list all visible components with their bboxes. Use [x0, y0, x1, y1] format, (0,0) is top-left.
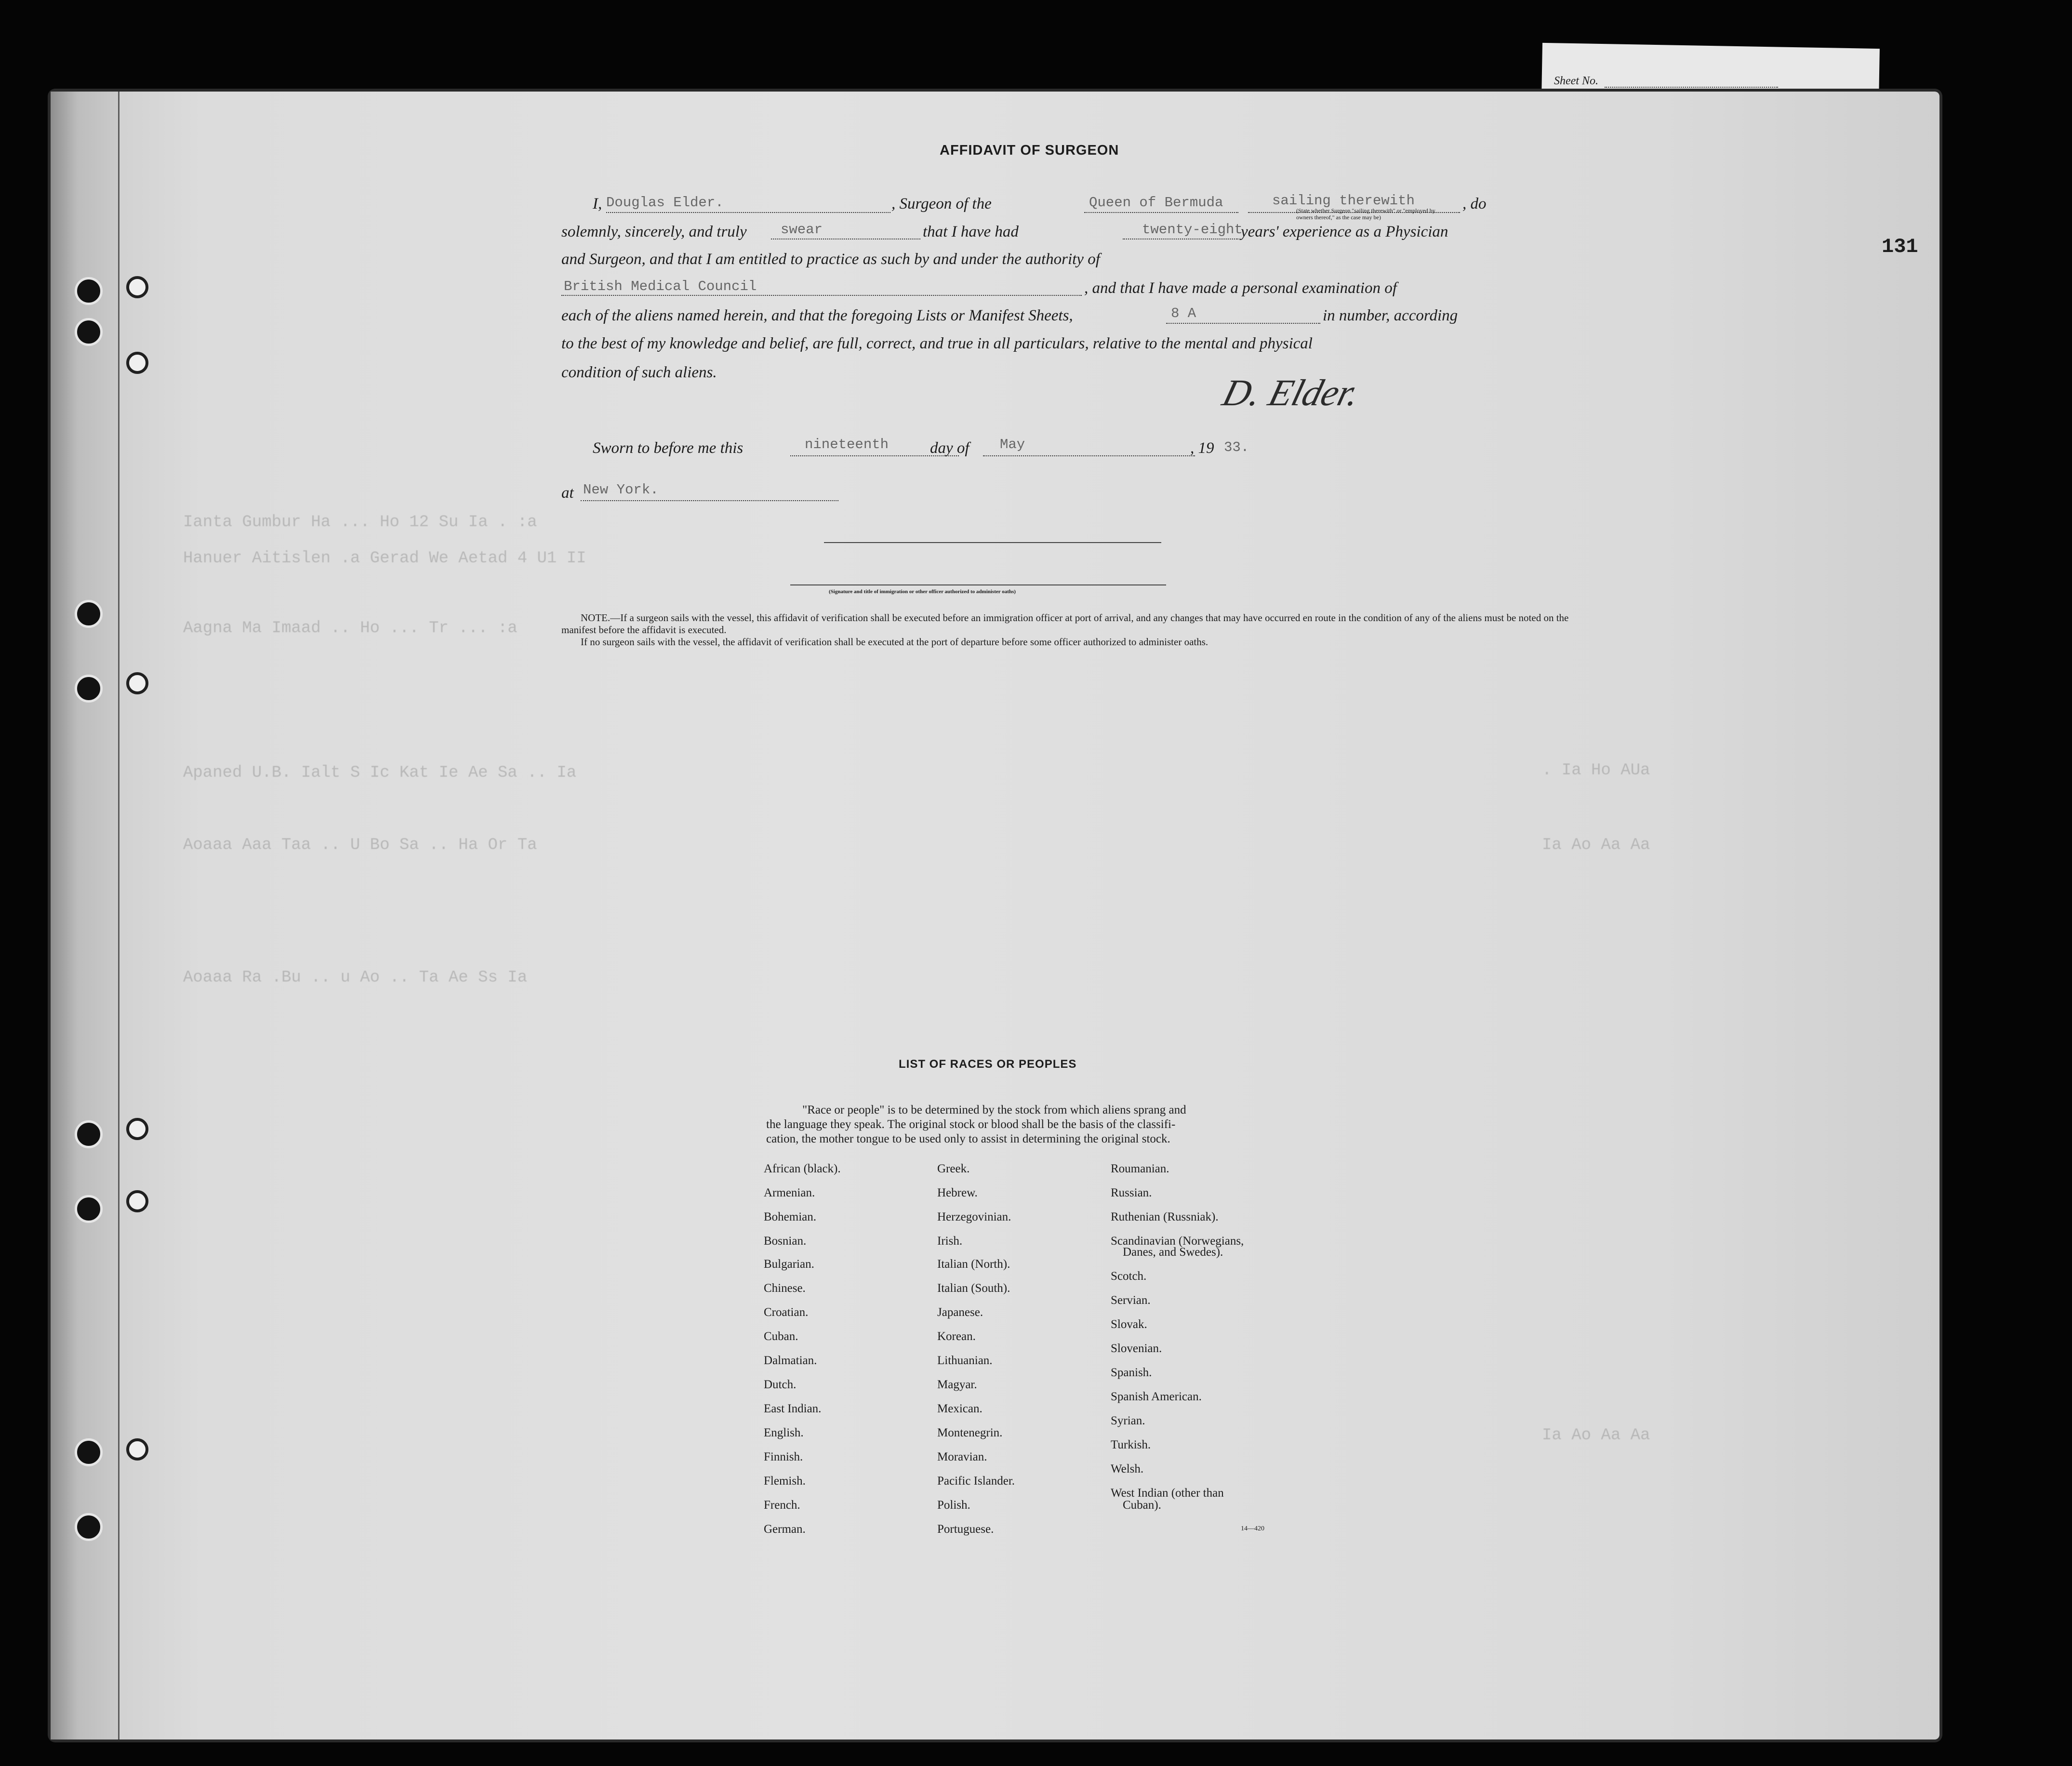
race-item: Irish.	[937, 1235, 963, 1248]
binder-hole	[75, 1513, 103, 1541]
sworn-b: day of	[930, 439, 970, 457]
binder-hole	[75, 1438, 103, 1466]
affidavit-do: , do	[1462, 195, 1487, 212]
fill-line	[1166, 323, 1320, 324]
race-item: Italian (South).	[937, 1282, 1010, 1295]
surgeon-signature: D. Elder.	[1218, 372, 1365, 413]
race-item: Cuban).	[1123, 1499, 1161, 1512]
binder-hole	[75, 277, 103, 305]
race-item: Bulgarian.	[764, 1258, 814, 1271]
race-item: Russian.	[1111, 1186, 1152, 1199]
race-item: Spanish.	[1111, 1366, 1152, 1379]
at-place: New York.	[583, 482, 659, 498]
affidavit-line2-a: solemnly, sincerely, and truly	[561, 223, 747, 240]
binder-peg	[126, 1190, 148, 1212]
affidavit-line7: condition of such aliens.	[561, 364, 717, 381]
fill-line	[581, 500, 838, 501]
races-intro-3: cation, the mother tongue to be used only to assist in determining the original stock.	[766, 1132, 1170, 1145]
races-title: LIST OF RACES OR PEOPLES	[899, 1058, 1077, 1071]
race-item: French.	[764, 1499, 800, 1512]
race-item: Servian.	[1111, 1294, 1151, 1307]
race-item: Finnish.	[764, 1450, 803, 1463]
bleed-through-text: Ianta Gumbur Ha ... Ho 12 Su Ia . :a	[183, 513, 537, 531]
race-item: African (black).	[764, 1162, 841, 1175]
at-label: at	[561, 484, 574, 502]
race-item: Bosnian.	[764, 1235, 807, 1248]
affidavit-surgeon-of: , Surgeon of the	[891, 195, 992, 212]
race-item: West Indian (other than	[1111, 1487, 1224, 1500]
bleed-through-text: Ia Ao Aa Aa	[1542, 1426, 1650, 1445]
race-item: Turkish.	[1111, 1438, 1151, 1451]
sworn-year-prefix: , 19	[1190, 439, 1214, 457]
swear: swear	[781, 222, 823, 238]
race-item: Croatian.	[764, 1306, 809, 1319]
officer-caption: (Signature and title of immigration or other officer authorized to administer oaths)	[829, 589, 1016, 595]
binder-hole	[75, 318, 103, 346]
race-item: English.	[764, 1426, 804, 1439]
race-item: Italian (North).	[937, 1258, 1010, 1271]
sworn-a: Sworn to before me this	[593, 439, 744, 457]
sheet-count: 8 A	[1171, 305, 1196, 321]
binder-hole	[75, 675, 103, 703]
years-experience: twenty-eight	[1142, 222, 1243, 238]
bleed-through-text: Aagna Ma Imaad .. Ho ... Tr ... :a	[183, 619, 518, 637]
race-item: Cuban.	[764, 1330, 798, 1343]
binder-peg	[126, 352, 148, 374]
bleed-through-text: Apaned U.B. Ialt S Ic Kat Ie Ae Sa .. Ia	[183, 764, 577, 782]
sailing-note: (State whether Surgeon "sailing therewith" or "employed by owners thereof," as the case may be)	[1296, 207, 1435, 221]
bleed-through-text: Aoaaa Aaa Taa .. U Bo Sa .. Ha Or Ta	[183, 836, 537, 854]
affidavit-title: AFFIDAVIT OF SURGEON	[940, 143, 1119, 158]
race-item: Roumanian.	[1111, 1162, 1169, 1175]
affidavit-line5-b: in number, according	[1323, 307, 1458, 324]
race-item: Bohemian.	[764, 1210, 817, 1223]
race-item: Hebrew.	[937, 1186, 978, 1199]
race-item: Syrian.	[1111, 1414, 1145, 1427]
race-item: Lithuanian.	[937, 1354, 993, 1367]
binder-hole	[75, 1120, 103, 1148]
sailing-status: sailing therewith	[1272, 193, 1415, 209]
affidavit-note-1: NOTE.—If a surgeon sails with the vessel, this affidavit of verification shall be executed before an immigration officer at port of arrival, and any changes that may have occurred en route in the condition of any of the aliens must be noted on the manifest before the affidavit is executed.	[561, 612, 1569, 636]
form-code: 14—420	[1241, 1525, 1264, 1532]
race-item: Slovenian.	[1111, 1342, 1162, 1355]
bleed-through-text: Aoaaa Ra .Bu .. u Ao .. Ta Ae Ss Ia	[183, 969, 528, 987]
sheet-number-label: Sheet No.	[1554, 75, 1598, 87]
race-item: Spanish American.	[1111, 1390, 1202, 1403]
race-item: Ruthenian (Russniak).	[1111, 1210, 1219, 1223]
race-item: Montenegrin.	[937, 1426, 1003, 1439]
race-item: Herzegovinian.	[937, 1210, 1011, 1223]
race-item: Mexican.	[937, 1402, 983, 1415]
race-item: Scandinavian (Norwegians,	[1111, 1235, 1244, 1248]
race-item: Korean.	[937, 1330, 976, 1343]
affidavit-line2-b: that I have had	[923, 223, 1019, 240]
race-item: Portuguese.	[937, 1523, 994, 1536]
race-item: Dalmatian.	[764, 1354, 817, 1367]
affidavit-line3: and Surgeon, and that I am entitled to practice as such by and under the authority of	[561, 251, 1100, 268]
race-item: Pacific Islander.	[937, 1474, 1015, 1487]
race-item: Welsh.	[1111, 1462, 1144, 1475]
sworn-year-suffix: 33.	[1224, 439, 1249, 455]
affidavit-line5-a: each of the aliens named herein, and that the foregoing Lists or Manifest Sheets,	[561, 307, 1073, 324]
race-item: Magyar.	[937, 1378, 977, 1391]
race-item: Polish.	[937, 1499, 970, 1512]
affidavit-line4: , and that I have made a personal examination of	[1084, 279, 1397, 297]
race-item: Armenian.	[764, 1186, 815, 1199]
fill-line	[606, 212, 890, 213]
binder-peg	[126, 1118, 148, 1140]
affidavit-line2-c: years' experience as a Physician	[1241, 223, 1448, 240]
fill-line	[561, 295, 1082, 296]
race-item: Chinese.	[764, 1282, 806, 1295]
officer-title-line	[790, 584, 1166, 585]
bleed-through-text: Hanuer Aitislen .a Gerad We Aetad 4 U1 II	[183, 549, 586, 568]
race-item: Flemish.	[764, 1474, 806, 1487]
fill-line	[983, 455, 1195, 456]
race-item: Danes, and Swedes).	[1123, 1246, 1223, 1259]
binder-peg	[126, 672, 148, 694]
authority: British Medical Council	[564, 279, 757, 294]
race-item: Moravian.	[937, 1450, 987, 1463]
affidavit-i: I,	[593, 195, 602, 212]
binder-peg	[126, 276, 148, 298]
sheet-number-line	[1605, 87, 1778, 88]
binder-hole	[75, 600, 103, 628]
sworn-month: May	[1000, 437, 1025, 452]
race-item: Greek.	[937, 1162, 970, 1175]
race-item: Scotch.	[1111, 1270, 1147, 1283]
race-item: Japanese.	[937, 1306, 983, 1319]
binder-hole	[75, 1195, 103, 1223]
sworn-day: nineteenth	[805, 437, 889, 452]
fill-line	[1084, 212, 1238, 213]
race-item: East Indian.	[764, 1402, 822, 1415]
races-intro-2: the language they speak. The original stock or blood shall be the basis of the classifi-	[766, 1118, 1176, 1131]
affidavit-note-2: If no surgeon sails with the vessel, the affidavit of verification shall be executed at the port of departure before some officer authorized to administer oaths.	[581, 636, 1209, 648]
bleed-through-text: Ia Ao Aa Aa	[1542, 836, 1650, 854]
race-item: German.	[764, 1523, 806, 1536]
race-item: Dutch.	[764, 1378, 797, 1391]
races-intro-1: "Race or people" is to be determined by the stock from which aliens sprang and	[802, 1103, 1186, 1116]
bleed-through-text: . Ia Ho AUa	[1542, 761, 1650, 780]
page-number: 131	[1882, 235, 1918, 258]
vessel-name: Queen of Bermuda	[1089, 195, 1223, 211]
officer-signature-line	[824, 542, 1161, 543]
surgeon-name: Douglas Elder.	[606, 195, 724, 211]
race-item: Slovak.	[1111, 1318, 1147, 1331]
binder-peg	[126, 1438, 148, 1461]
affidavit-line6: to the best of my knowledge and belief, are full, correct, and true in all particulars, relative to the mental and physical	[561, 335, 1313, 352]
